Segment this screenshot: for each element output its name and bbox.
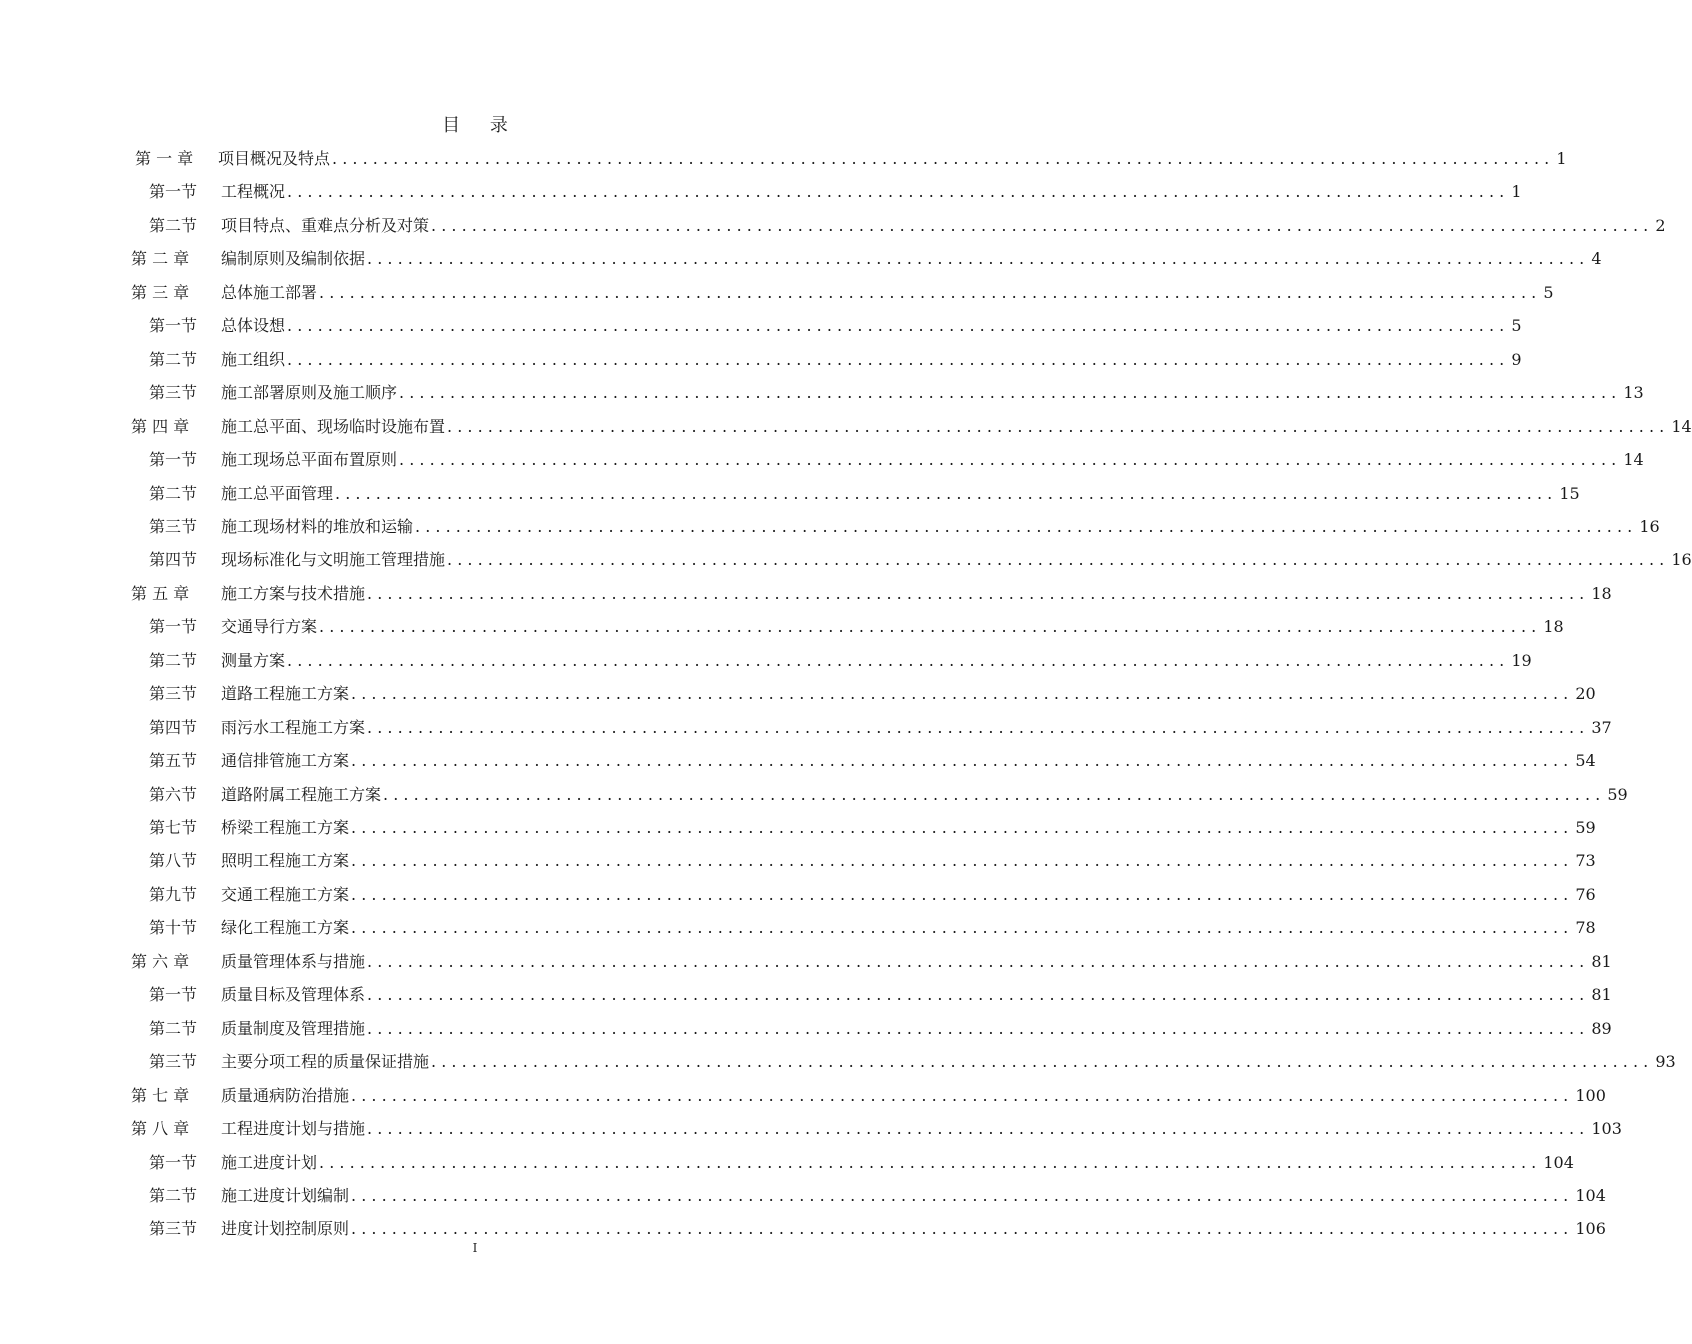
- dot-leader: ........................................................................................................................: [335, 483, 1558, 503]
- toc-entry-title: 工程进度计划与措施: [221, 1118, 366, 1138]
- toc-entry-page-number: 14: [1671, 416, 1692, 436]
- toc-entry-page-number: 19: [1511, 650, 1532, 670]
- dot-leader: ........................................................................................................................: [287, 181, 1510, 201]
- toc-entry-title: 施工部署原则及施工顺序: [221, 382, 398, 402]
- dot-leader: ........................................................................................................................: [319, 1152, 1542, 1172]
- toc-section-entry[interactable]: [149, 443, 1644, 476]
- toc-entry-label: 第三节: [149, 1218, 198, 1238]
- dot-leader: ........................................................................................................................: [351, 1085, 1574, 1105]
- dot-leader: ........................................................................................................................: [431, 1051, 1654, 1071]
- toc-entry-label: 第二节: [149, 1018, 198, 1038]
- toc-chapter-entry[interactable]: [131, 1079, 1606, 1112]
- toc-entry-title: 雨污水工程施工方案: [221, 717, 366, 737]
- toc-section-entry[interactable]: [149, 844, 1596, 877]
- toc-entry-title: 照明工程施工方案: [221, 850, 350, 870]
- toc-entry-page-number: 106: [1575, 1218, 1606, 1238]
- toc-entry-title: 施工进度计划编制: [221, 1185, 350, 1205]
- toc-entry-label: 第十节: [149, 917, 198, 937]
- toc-entry-label: 第九节: [149, 884, 198, 904]
- toc-entry-title: 质量通病防治措施: [221, 1085, 350, 1105]
- toc-section-entry[interactable]: [149, 878, 1596, 911]
- dot-leader: ........................................................................................................................: [287, 349, 1510, 369]
- toc-section-entry[interactable]: [149, 911, 1596, 944]
- toc-section-entry[interactable]: [149, 209, 1666, 242]
- toc-entry-label: 第 五 章: [131, 583, 190, 603]
- toc-entry-title: 进度计划控制原则: [221, 1218, 350, 1238]
- toc-entry-page-number: 18: [1591, 583, 1612, 603]
- toc-section-entry[interactable]: [149, 309, 1522, 342]
- dot-leader: ........................................................................................................................: [415, 516, 1638, 536]
- toc-section-entry[interactable]: [149, 1146, 1574, 1179]
- dot-leader: ........................................................................................................................: [332, 148, 1555, 168]
- toc-entry-label: 第三节: [149, 1051, 198, 1071]
- toc-section-entry[interactable]: [149, 543, 1692, 576]
- toc-entry-title: 施工进度计划: [221, 1152, 318, 1172]
- dot-leader: ........................................................................................................................: [367, 984, 1590, 1004]
- toc-section-entry[interactable]: [149, 811, 1596, 844]
- toc-entry-title: 绿化工程施工方案: [221, 917, 350, 937]
- toc-entry-page-number: 73: [1575, 850, 1596, 870]
- dot-leader: ........................................................................................................................: [351, 817, 1574, 837]
- toc-entry-page-number: 15: [1559, 483, 1580, 503]
- toc-entry-label: 第二节: [149, 215, 198, 235]
- dot-leader: ........................................................................................................................: [367, 1118, 1590, 1138]
- toc-chapter-entry[interactable]: [131, 577, 1612, 610]
- toc-entry-title: 测量方案: [221, 650, 286, 670]
- toc-entry-label: 第三节: [149, 382, 198, 402]
- toc-entry-label: 第一节: [149, 449, 198, 469]
- toc-entry-label: 第二节: [149, 650, 198, 670]
- toc-section-entry[interactable]: [149, 477, 1580, 510]
- toc-entry-page-number: 16: [1671, 549, 1692, 569]
- toc-entry-label: 第二节: [149, 349, 198, 369]
- toc-entry-title: 质量目标及管理体系: [221, 984, 366, 1004]
- toc-entry-title: 现场标准化与文明施工管理措施: [221, 549, 446, 569]
- dot-leader: ........................................................................................................................: [367, 1018, 1590, 1038]
- dot-leader: ........................................................................................................................: [383, 784, 1606, 804]
- toc-title: 目 录: [442, 115, 520, 136]
- toc-entry-label: 第一节: [149, 1152, 198, 1172]
- toc-section-entry[interactable]: [149, 510, 1660, 543]
- toc-entry-title: 主要分项工程的质量保证措施: [221, 1051, 430, 1071]
- toc-entry-page-number: 2: [1655, 215, 1666, 235]
- toc-entry-label: 第 八 章: [131, 1118, 190, 1138]
- dot-leader: ........................................................................................................................: [447, 549, 1670, 569]
- toc-entry-label: 第二节: [149, 483, 198, 503]
- toc-entry-title: 质量管理体系与措施: [221, 951, 366, 971]
- toc-entry-label: 第四节: [149, 717, 198, 737]
- dot-leader: ........................................................................................................................: [287, 650, 1510, 670]
- toc-section-entry[interactable]: [149, 711, 1612, 744]
- toc-section-entry[interactable]: [149, 677, 1596, 710]
- toc-chapter-entry[interactable]: [131, 242, 1602, 275]
- toc-entry-label: 第 六 章: [131, 951, 190, 971]
- toc-section-entry[interactable]: [149, 744, 1596, 777]
- toc-entry-page-number: 89: [1591, 1018, 1612, 1038]
- toc-entry-title: 道路工程施工方案: [221, 683, 350, 703]
- toc-entry-title: 交通导行方案: [221, 616, 318, 636]
- toc-entry-title: 编制原则及编制依据: [221, 248, 366, 268]
- toc-entry-label: 第 一 章: [135, 148, 194, 168]
- toc-entry-page-number: 100: [1575, 1085, 1606, 1105]
- toc-entry-label: 第 二 章: [131, 248, 190, 268]
- toc-entry-page-number: 81: [1591, 951, 1612, 971]
- toc-entry-title: 总体施工部署: [221, 282, 318, 302]
- toc-entry-title: 项目概况及特点: [218, 148, 331, 168]
- toc-entry-page-number: 16: [1639, 516, 1660, 536]
- toc-entry-page-number: 103: [1591, 1118, 1622, 1138]
- toc-section-entry[interactable]: [149, 978, 1612, 1011]
- toc-entry-page-number: 14: [1623, 449, 1644, 469]
- toc-entry-label: 第五节: [149, 750, 198, 770]
- toc-entry-page-number: 5: [1543, 282, 1554, 302]
- toc-entry-page-number: 1: [1556, 148, 1567, 168]
- toc-entry-label: 第 四 章: [131, 416, 190, 436]
- dot-leader: ........................................................................................................................: [399, 382, 1622, 402]
- toc-entry-label: 第六节: [149, 784, 198, 804]
- toc-entry-page-number: 93: [1655, 1051, 1676, 1071]
- toc-entry-label: 第 三 章: [131, 282, 190, 302]
- toc-chapter-entry[interactable]: [131, 945, 1612, 978]
- toc-section-entry[interactable]: [149, 610, 1564, 643]
- toc-chapter-entry[interactable]: [131, 410, 1692, 443]
- dot-leader: ........................................................................................................................: [351, 884, 1574, 904]
- toc-entry-title: 施工现场总平面布置原则: [221, 449, 398, 469]
- toc-section-entry[interactable]: [149, 376, 1644, 409]
- toc-entry-title: 交通工程施工方案: [221, 884, 350, 904]
- toc-entry-label: 第一节: [149, 181, 198, 201]
- toc-section-entry[interactable]: [149, 778, 1628, 811]
- dot-leader: ........................................................................................................................: [319, 616, 1542, 636]
- toc-entry-page-number: 20: [1575, 683, 1596, 703]
- toc-entry-label: 第三节: [149, 683, 198, 703]
- toc-entry-page-number: 5: [1511, 315, 1522, 335]
- dot-leader: ........................................................................................................................: [367, 583, 1590, 603]
- dot-leader: ........................................................................................................................: [367, 951, 1590, 971]
- toc-entry-page-number: 104: [1543, 1152, 1574, 1172]
- toc-entry-title: 道路附属工程施工方案: [221, 784, 382, 804]
- toc-entry-page-number: 59: [1607, 784, 1628, 804]
- dot-leader: ........................................................................................................................: [351, 917, 1574, 937]
- footer-page-number: I: [472, 1241, 478, 1255]
- toc-entry-page-number: 9: [1511, 349, 1522, 369]
- toc-entry-page-number: 18: [1543, 616, 1564, 636]
- toc-entry-title: 施工组织: [221, 349, 286, 369]
- toc-entry-label: 第八节: [149, 850, 198, 870]
- toc-entry-title: 项目特点、重难点分析及对策: [221, 215, 430, 235]
- toc-entry-title: 施工总平面管理: [221, 483, 334, 503]
- toc-entry-title: 总体设想: [221, 315, 286, 335]
- toc-section-entry[interactable]: [149, 1012, 1612, 1045]
- toc-entry-page-number: 1: [1511, 181, 1522, 201]
- toc-entry-title: 施工总平面、现场临时设施布置: [221, 416, 446, 436]
- toc-entry-page-number: 59: [1575, 817, 1596, 837]
- toc-section-entry[interactable]: [149, 175, 1522, 208]
- toc-entry-page-number: 4: [1591, 248, 1602, 268]
- toc-entry-page-number: 13: [1623, 382, 1644, 402]
- toc-entry-page-number: 78: [1575, 917, 1596, 937]
- dot-leader: ........................................................................................................................: [351, 1185, 1574, 1205]
- dot-leader: ........................................................................................................................: [351, 750, 1574, 770]
- toc-entry-title: 施工方案与技术措施: [221, 583, 366, 603]
- toc-entry-title: 施工现场材料的堆放和运输: [221, 516, 414, 536]
- toc-section-entry[interactable]: [149, 343, 1522, 376]
- toc-entry-page-number: 81: [1591, 984, 1612, 1004]
- dot-leader: ........................................................................................................................: [431, 215, 1654, 235]
- toc-entry-label: 第二节: [149, 1185, 198, 1205]
- dot-leader: ........................................................................................................................: [367, 248, 1590, 268]
- dot-leader: ........................................................................................................................: [399, 449, 1622, 469]
- toc-entry-title: 桥梁工程施工方案: [221, 817, 350, 837]
- toc-entry-page-number: 54: [1575, 750, 1596, 770]
- toc-entry-label: 第一节: [149, 616, 198, 636]
- dot-leader: ........................................................................................................................: [287, 315, 1510, 335]
- toc-section-entry[interactable]: [149, 1045, 1676, 1078]
- toc-chapter-entry[interactable]: [131, 276, 1554, 309]
- dot-leader: ........................................................................................................................: [351, 1218, 1574, 1238]
- dot-leader: ........................................................................................................................: [351, 850, 1574, 870]
- toc-chapter-entry[interactable]: [131, 1112, 1622, 1145]
- toc-entry-title: 通信排管施工方案: [221, 750, 350, 770]
- toc-entry-label: 第四节: [149, 549, 198, 569]
- dot-leader: ........................................................................................................................: [367, 717, 1590, 737]
- toc-entry-label: 第七节: [149, 817, 198, 837]
- dot-leader: ........................................................................................................................: [351, 683, 1574, 703]
- toc-entry-title: 工程概况: [221, 181, 286, 201]
- dot-leader: ........................................................................................................................: [319, 282, 1542, 302]
- toc-entry-page-number: 76: [1575, 884, 1596, 904]
- toc-entry-page-number: 37: [1591, 717, 1612, 737]
- toc-entry-label: 第 七 章: [131, 1085, 190, 1105]
- toc-chapter-entry[interactable]: [135, 142, 1567, 175]
- toc-section-entry[interactable]: [149, 644, 1532, 677]
- toc-entry-label: 第一节: [149, 984, 198, 1004]
- toc-entry-label: 第一节: [149, 315, 198, 335]
- toc-entry-page-number: 104: [1575, 1185, 1606, 1205]
- toc-entry-label: 第三节: [149, 516, 198, 536]
- dot-leader: ........................................................................................................................: [447, 416, 1670, 436]
- toc-section-entry[interactable]: [149, 1179, 1606, 1212]
- toc-entry-title: 质量制度及管理措施: [221, 1018, 366, 1038]
